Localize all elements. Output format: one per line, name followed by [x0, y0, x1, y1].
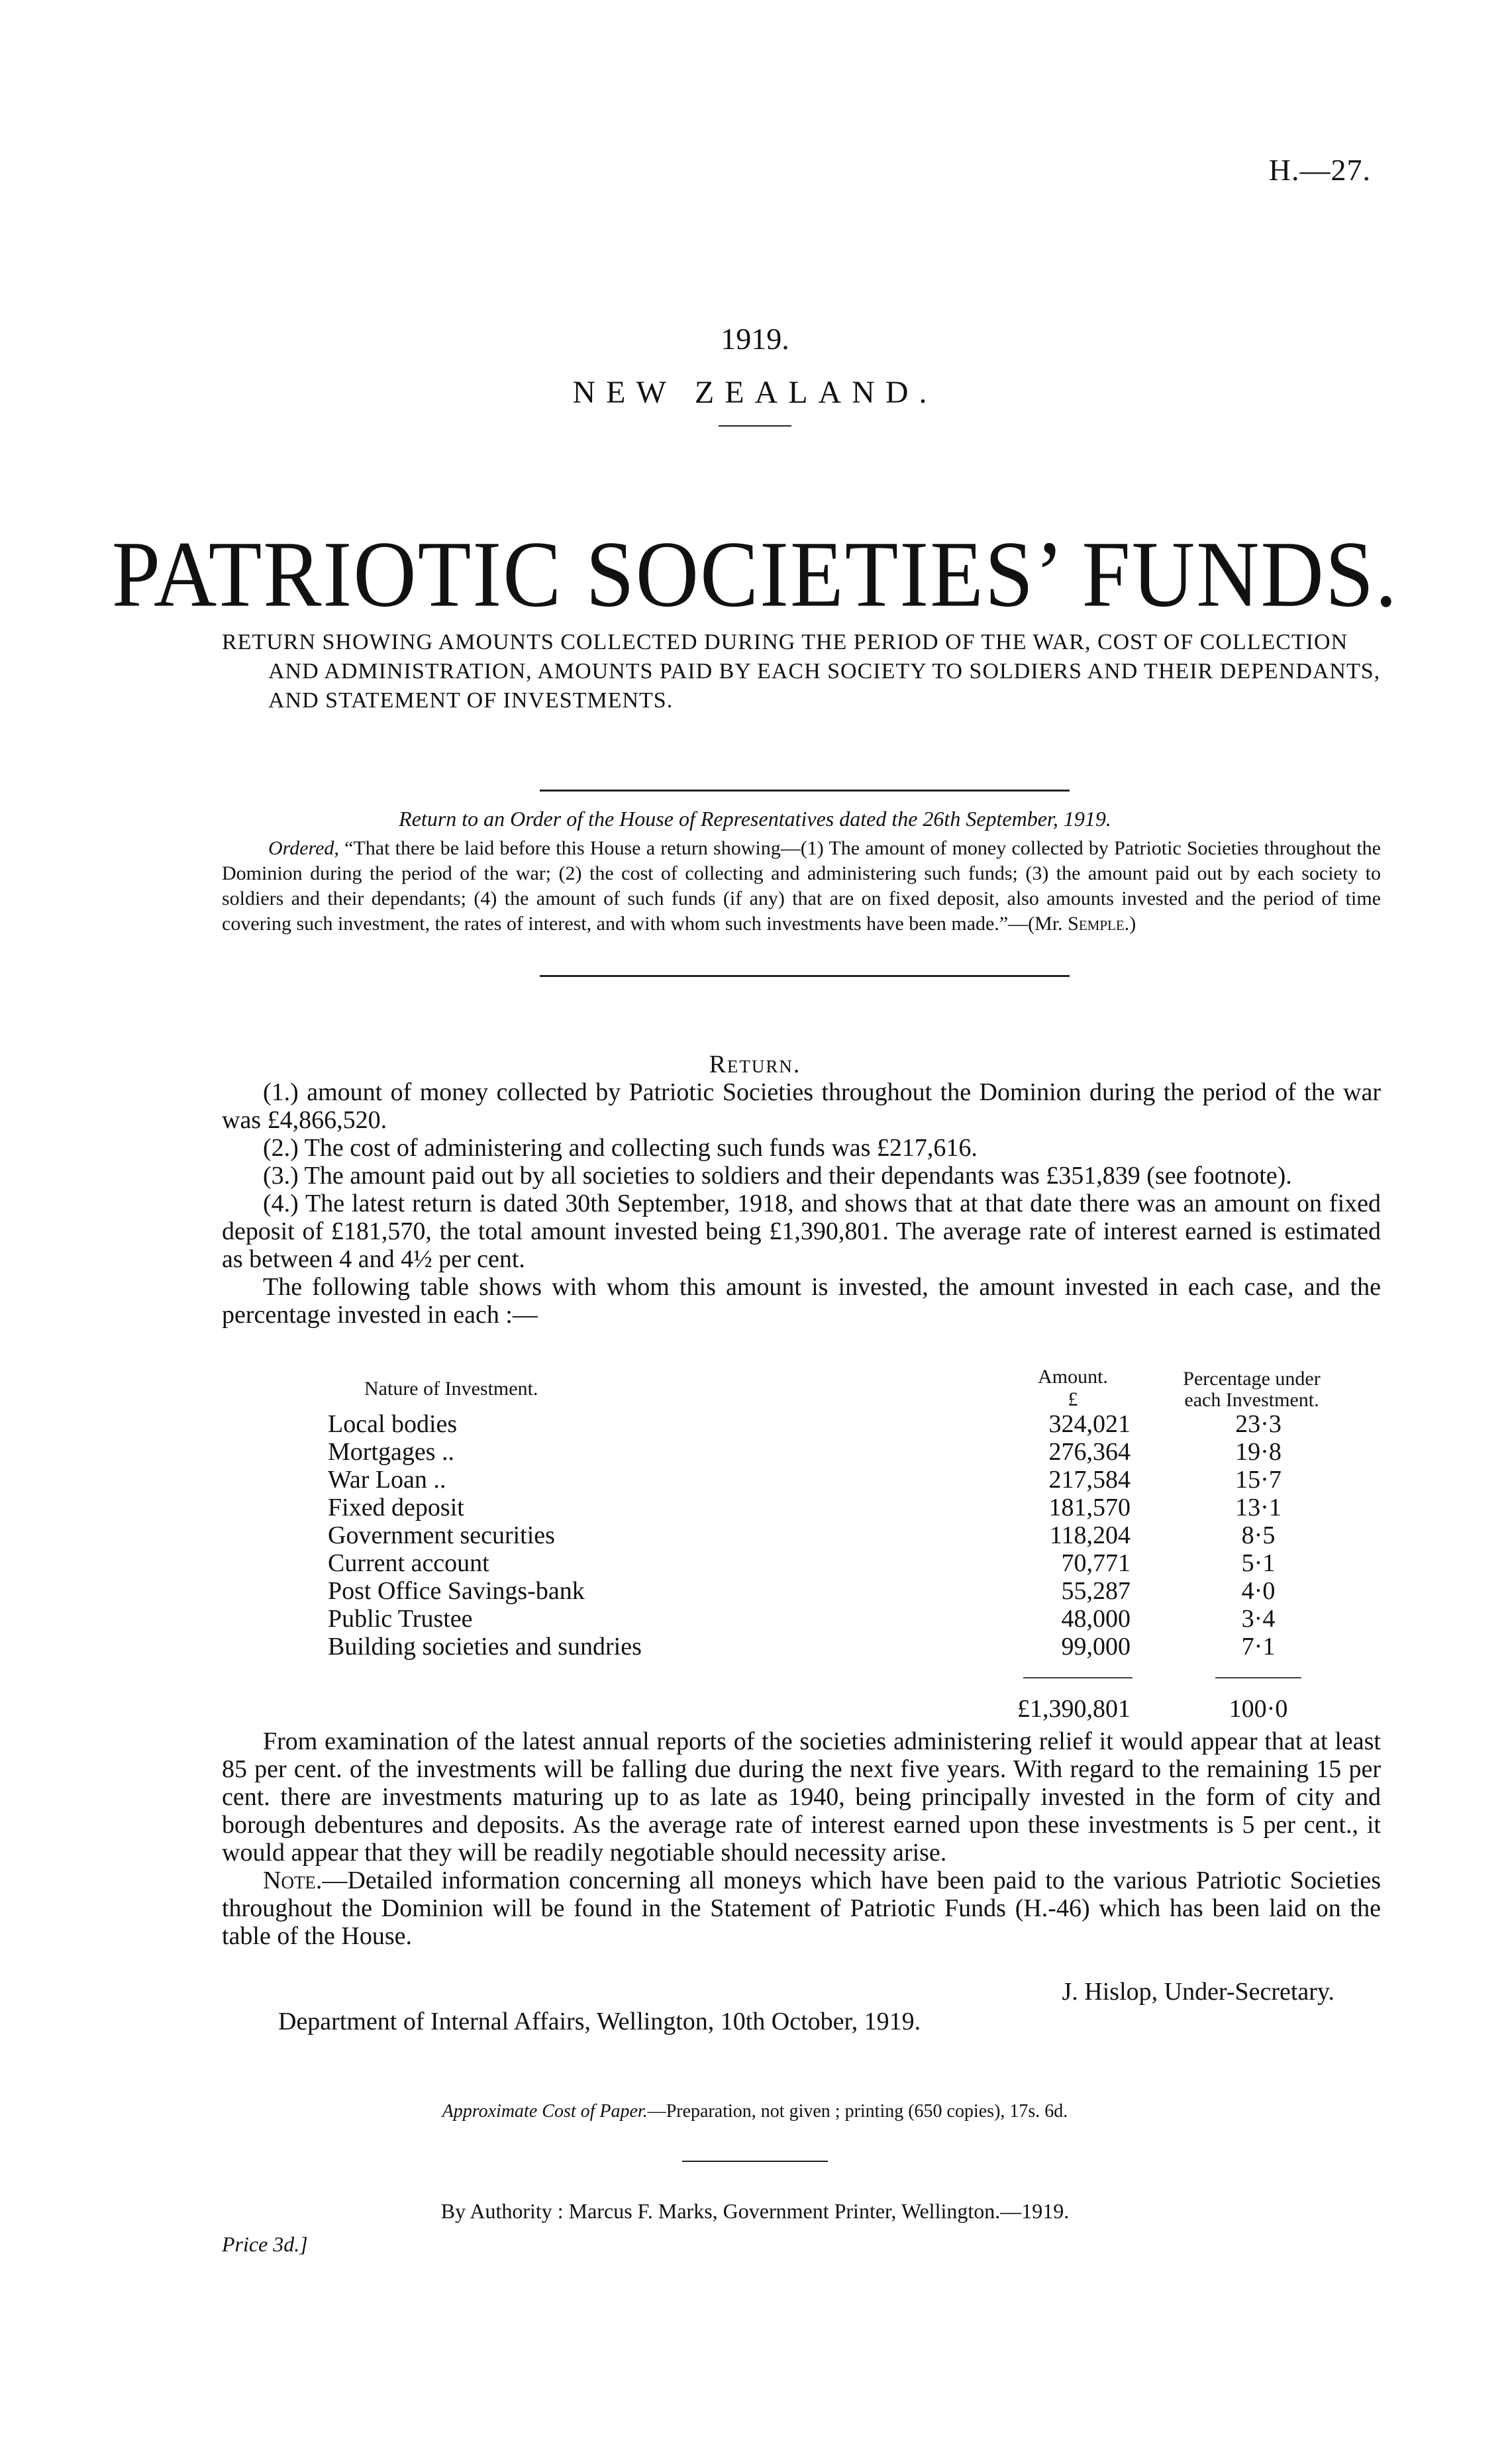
- divider-rule: [540, 975, 1070, 977]
- table-row: [328, 1576, 1361, 1604]
- investment-percentage: 3·4: [1241, 1605, 1276, 1633]
- note-label: Note.: [263, 1867, 323, 1894]
- order-body: “That there be laid before this House a return showing—(1) The amount of money collected by Patriotic Societies throughout the Dominion during the period of the war; (2) the cost of collecting and administering such funds; (3) the amount paid out by each society to soldiers and their dependants; (4) the amount of such funds (if any) that are on fixed deposit, also amounts invested and the period of time covering such investment, the rates of interest, and with whom such investments have been made.”—(Mr.: [222, 837, 1381, 935]
- investment-percentage: 19·8: [1235, 1438, 1282, 1466]
- total-percentage: 100·0: [1229, 1695, 1288, 1723]
- cost-label: Approximate Cost of Paper.: [442, 2101, 648, 2122]
- return-heading: Return.: [709, 1051, 801, 1078]
- investment-amount: 118,204: [1049, 1521, 1131, 1549]
- pct-label-line-2: each Investment.: [1184, 1389, 1319, 1411]
- return-paragraph-2: (2.) The cost of administering and collecting such funds was £217,616.: [263, 1134, 978, 1162]
- signature: J. Hislop, Under-Secretary.: [1062, 1978, 1334, 2006]
- page-subtitle: [222, 628, 1381, 715]
- short-divider: [719, 425, 791, 427]
- divider-rule: [540, 790, 1070, 792]
- total-rule-amount: [1023, 1677, 1132, 1678]
- table-row: [328, 1493, 1361, 1521]
- investment-percentage: 8·5: [1241, 1521, 1276, 1549]
- column-header-percentage: [1152, 1368, 1351, 1411]
- order-text: [222, 836, 1381, 937]
- table-row: [328, 1549, 1361, 1576]
- pct-label-line-1: Percentage under: [1183, 1368, 1321, 1390]
- investment-name: Government securities: [328, 1521, 555, 1549]
- subtitle-text: RETURN SHOWING AMOUNTS COLLECTED DURING THE PERIOD OF THE WAR, COST OF COLLECTION AND ADMINISTRATION, AMOUNTS PAID BY EACH SOCIETY TO SOLDIERS AND THEIR DEPENDANTS, AND STATEMENT OF INVESTMENTS.: [222, 630, 1381, 713]
- investment-percentage: 13·1: [1235, 1494, 1282, 1521]
- investment-amount: 276,364: [1048, 1438, 1131, 1466]
- total-rule-percentage: [1215, 1677, 1301, 1678]
- return-paragraph-4: (4.) The latest return is dated 30th September, 1918, and shows that at that date there was an amount on fixed deposit of £181,570, the total amount invested being £1,390,801. The average rate of interest earned is estimated as between 4 and 4½ per cent.: [222, 1190, 1381, 1273]
- footer-divider: [682, 2161, 828, 2162]
- total-amount: £1,390,801: [1017, 1695, 1131, 1723]
- amount-label: Amount.: [1038, 1366, 1108, 1388]
- page-title: PATRIOTIC SOCIETIES’ FUNDS.: [111, 521, 1399, 627]
- table-row: [328, 1521, 1361, 1549]
- note-text: —Detailed information concerning all moneys which have been paid to the various Patriotic Societies throughout the Dominion will be found in the Statement of Patriotic Funds (H.-46) which has been laid on the table of the House.: [222, 1867, 1381, 1950]
- order-heading: Return to an Order of the House of Representatives dated the 26th September, 1919.: [399, 807, 1111, 831]
- investment-percentage: 4·0: [1241, 1577, 1276, 1605]
- note-paragraph: [222, 1867, 1381, 1950]
- return-paragraph-1: (1.) amount of money collected by Patriotic Societies throughout the Dominion during the period of the war was £4,866,520.: [222, 1078, 1381, 1134]
- investment-amount: 217,584: [1048, 1466, 1131, 1494]
- investment-amount: 70,771: [1061, 1549, 1131, 1577]
- return-paragraph-5: The following table shows with whom this amount is invested, the amount invested in each case, and the percentage invested in each :—: [222, 1273, 1381, 1329]
- ordered-label: Ordered,: [268, 837, 339, 859]
- investment-name: Fixed deposit: [328, 1494, 464, 1521]
- investment-percentage: 15·7: [1235, 1466, 1282, 1494]
- investment-percentage: 5·1: [1241, 1549, 1276, 1577]
- table-row: [328, 1410, 1361, 1437]
- column-header-amount: [1020, 1366, 1126, 1411]
- table-row: [328, 1437, 1361, 1465]
- country-heading: NEW ZEALAND.: [572, 375, 938, 410]
- investment-name: Post Office Savings-bank: [328, 1577, 585, 1605]
- amount-unit: £: [1068, 1388, 1078, 1410]
- column-header-nature: Nature of Investment.: [364, 1378, 538, 1400]
- document-year: 1919.: [721, 322, 789, 356]
- price: Price 3d.]: [222, 2232, 308, 2256]
- table-row: [328, 1632, 1361, 1660]
- table-row: [328, 1465, 1361, 1493]
- closing-paragraph: From examination of the latest annual reports of the societies administering relief it would appear that at least 85 per cent. of the investments will be falling due during the next five years. With regard to the remaining 15 per cent. there are investments maturing up to as late as 1940, being principally invested in the form of city and borough debentures and deposits. As the average rate of interest earned upon these investments is 5 per cent., it would appear that they will be readily negotiable should necessity arise.: [222, 1727, 1381, 1867]
- return-paragraph-3: (3.) The amount paid out by all societies to soldiers and their dependants was £351,839 (see footnote).: [263, 1162, 1292, 1190]
- investment-name: War Loan ..: [328, 1466, 446, 1494]
- printer-authority: By Authority : Marcus F. Marks, Government Printer, Wellington.—1919.: [440, 2199, 1070, 2223]
- return-body: [222, 1078, 1381, 1329]
- cost-of-paper: [0, 2101, 1510, 2122]
- investment-amount: 324,021: [1048, 1410, 1131, 1438]
- investment-amount: 99,000: [1061, 1633, 1131, 1661]
- investment-name: Mortgages ..: [328, 1438, 455, 1466]
- investment-percentage: 7·1: [1241, 1633, 1276, 1661]
- document-reference: H.—27.: [1268, 153, 1371, 187]
- investment-name: Public Trustee: [328, 1605, 473, 1633]
- order-mover: Semple.): [1068, 913, 1136, 935]
- cost-text: —Preparation, not given ; printing (650 copies), 17s. 6d.: [647, 2101, 1068, 2122]
- closing-body: [222, 1727, 1381, 1950]
- investment-name: Local bodies: [328, 1410, 458, 1438]
- table-row: [328, 1604, 1361, 1632]
- investment-amount: 181,570: [1048, 1494, 1131, 1521]
- investment-amount: 48,000: [1061, 1605, 1131, 1633]
- investment-name: Building societies and sundries: [328, 1633, 642, 1661]
- department-line: Department of Internal Affairs, Wellington, 10th October, 1919.: [278, 2008, 921, 2035]
- investment-name: Current account: [328, 1549, 489, 1577]
- investment-percentage: 23·3: [1235, 1410, 1282, 1438]
- investment-amount: 55,287: [1061, 1577, 1131, 1605]
